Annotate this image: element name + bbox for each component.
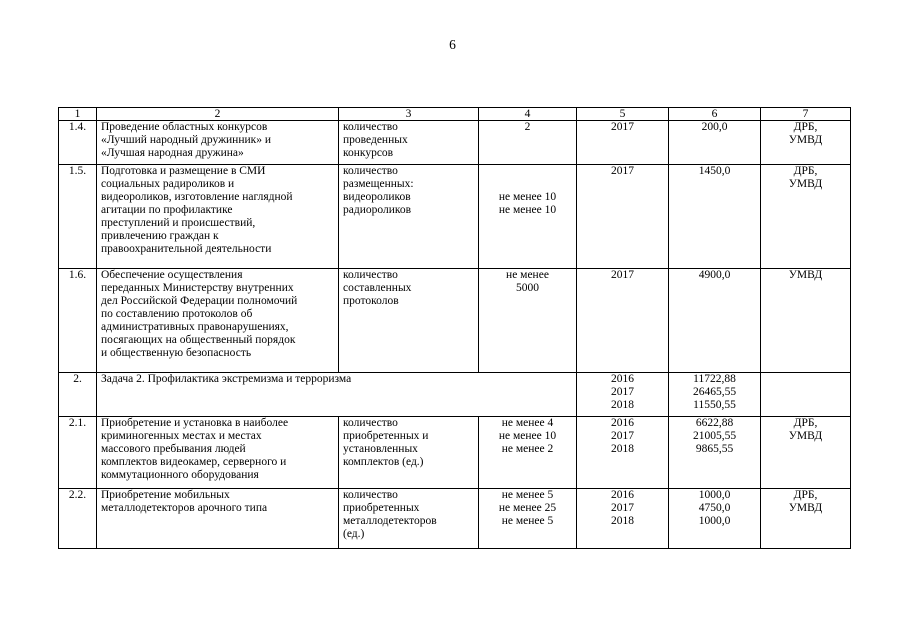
- indicator-text: количество приобретенных и установленных комплектов (ед.): [339, 417, 479, 489]
- header-cell: 1: [59, 108, 97, 121]
- executor: ДРБ, УМВД: [761, 417, 851, 489]
- amount: 1000,0 4750,0 1000,0: [669, 489, 761, 549]
- row-number: 2.1.: [59, 417, 97, 489]
- row-number: 1.6.: [59, 269, 97, 373]
- header-cell: 4: [479, 108, 577, 121]
- amount: 4900,0: [669, 269, 761, 373]
- measure-text: Обеспечение осуществления переданных Министерству внутренних дел Российской Федерации полномочий по составлению протоколов об административных правонарушениях, посягающих на общественный порядок и общественную безопасность: [97, 269, 339, 373]
- amount: 200,0: [669, 121, 761, 165]
- indicator-text: количество размещенных: видеороликов радиороликов: [339, 165, 479, 269]
- amount: 6622,88 21005,55 9865,55: [669, 417, 761, 489]
- indicator-value: не менее 5 не менее 25 не менее 5: [479, 489, 577, 549]
- executor: УМВД: [761, 269, 851, 373]
- indicator-text: количество приобретенных металлодетекторов (ед.): [339, 489, 479, 549]
- measure-text: Проведение областных конкурсов «Лучший народный дружинник» и «Лучшая народная дружина»: [97, 121, 339, 165]
- table-row: [59, 121, 851, 165]
- year: 2016 2017 2018: [577, 417, 669, 489]
- header-cell: 5: [577, 108, 669, 121]
- indicator-value: 2: [479, 121, 577, 165]
- header-cell: 3: [339, 108, 479, 121]
- amount: 11722,88 26465,55 11550,55: [669, 373, 761, 417]
- row-number: 2.: [59, 373, 97, 417]
- table-row: [59, 417, 851, 489]
- page-number: 6: [449, 37, 456, 52]
- table-row: [59, 165, 851, 269]
- executor: ДРБ, УМВД: [761, 489, 851, 549]
- measure-text: Подготовка и размещение в СМИ социальных радироликов и видеороликов, изготовление наглядной агитации по профилактике преступлений и происшествий, привлечению граждан к правоохранительной деятельности: [97, 165, 339, 269]
- year: 2017: [577, 165, 669, 269]
- executor: ДРБ, УМВД: [761, 121, 851, 165]
- task-row: [59, 373, 851, 417]
- header-cell: 2: [97, 108, 339, 121]
- header-cell: 6: [669, 108, 761, 121]
- indicator-text: количество проведенных конкурсов: [339, 121, 479, 165]
- measures-table: [58, 107, 851, 549]
- measure-text: Приобретение и установка в наиболее криминогенных местах и местах массового пребывания людей комплектов видеокамер, серверного и коммутационного оборудования: [97, 417, 339, 489]
- indicator-text: количество составленных протоколов: [339, 269, 479, 373]
- year: 2017: [577, 121, 669, 165]
- header-cell: 7: [761, 108, 851, 121]
- executor: [761, 373, 851, 417]
- row-number: 1.5.: [59, 165, 97, 269]
- indicator-value: не менее 4 не менее 10 не менее 2: [479, 417, 577, 489]
- header-row: [59, 108, 851, 121]
- indicator-value: не менее 10 не менее 10: [479, 165, 577, 269]
- row-number: 1.4.: [59, 121, 97, 165]
- row-number: 2.2.: [59, 489, 97, 549]
- measure-text: Приобретение мобильных металлодетекторов арочного типа: [97, 489, 339, 549]
- task-title: Задача 2. Профилактика экстремизма и терроризма: [97, 373, 577, 417]
- year: 2017: [577, 269, 669, 373]
- year: 2016 2017 2018: [577, 489, 669, 549]
- table-row: [59, 269, 851, 373]
- executor: ДРБ, УМВД: [761, 165, 851, 269]
- amount: 1450,0: [669, 165, 761, 269]
- year: 2016 2017 2018: [577, 373, 669, 417]
- indicator-value: не менее 5000: [479, 269, 577, 373]
- table-row: [59, 489, 851, 549]
